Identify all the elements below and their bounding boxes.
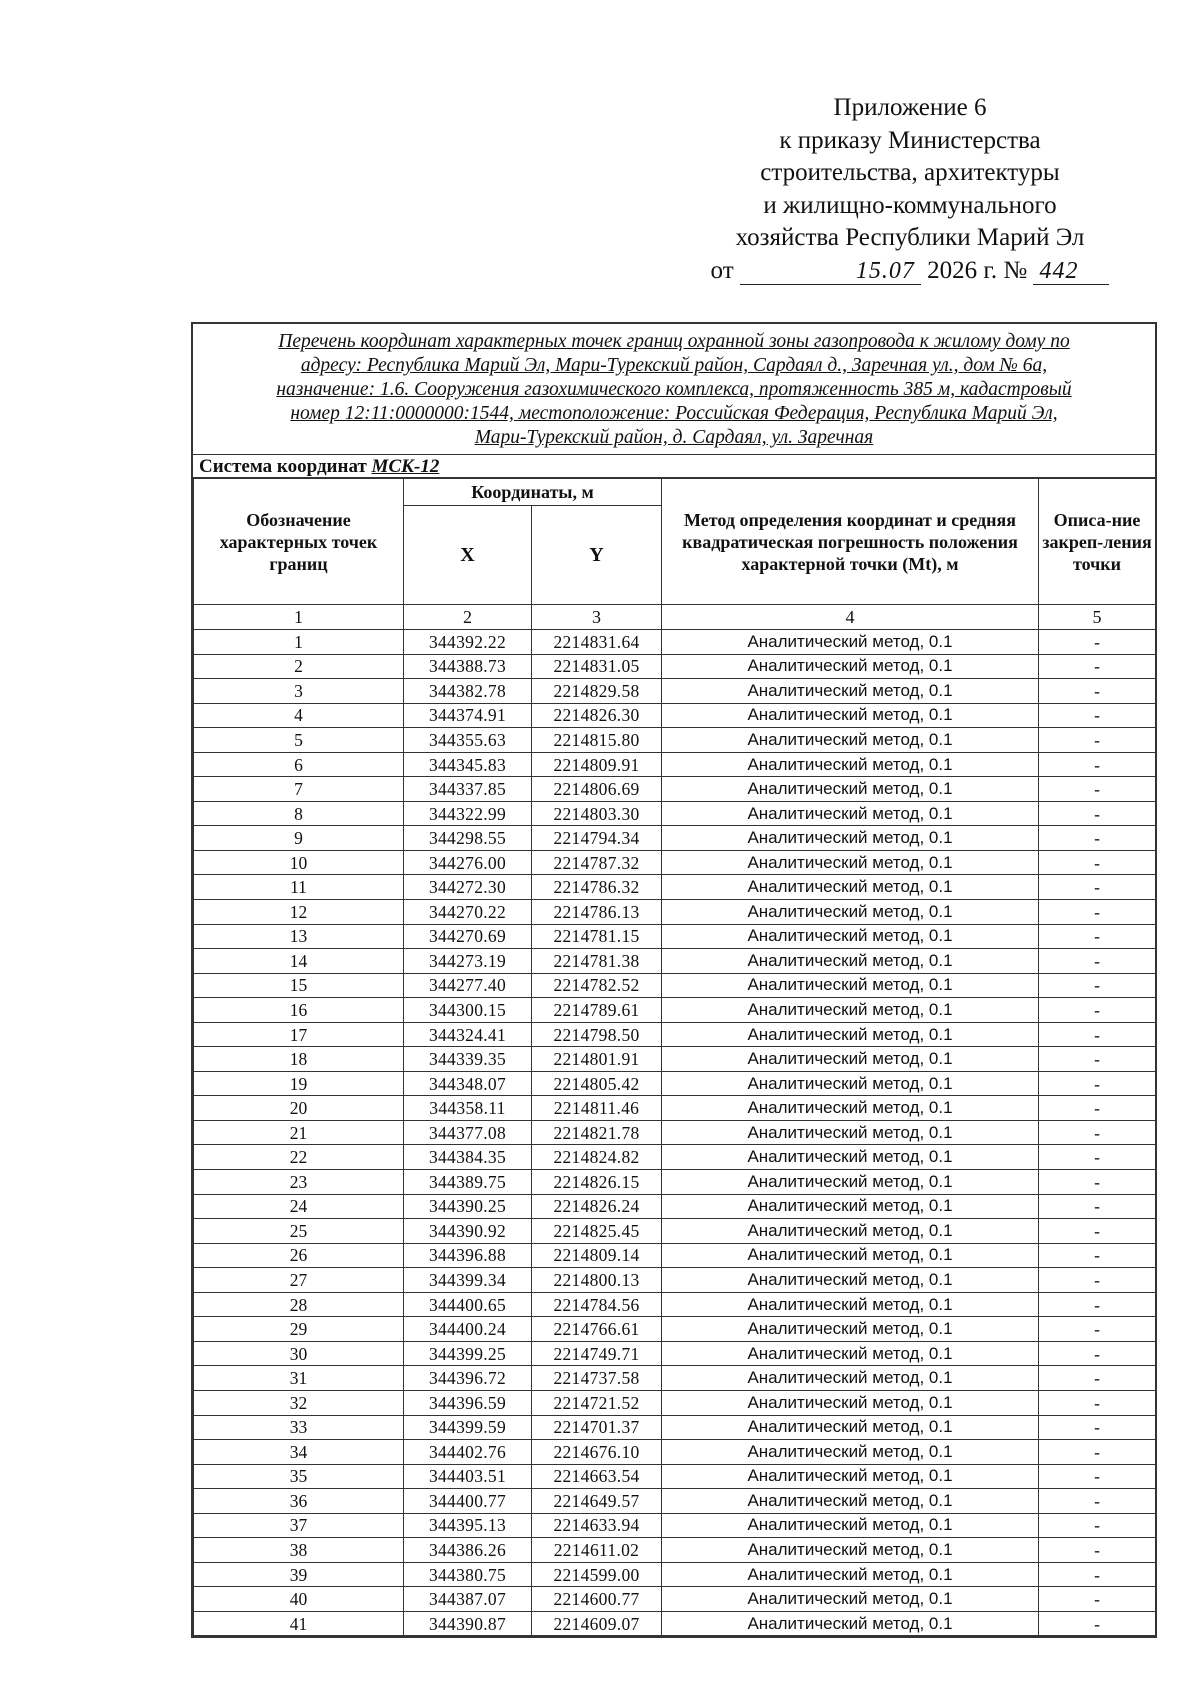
- y-coordinate-cell: 2214676.10: [532, 1440, 662, 1465]
- y-coordinate-cell: 2214781.15: [532, 924, 662, 949]
- point-number-cell: 35: [194, 1464, 404, 1489]
- appendix-header: [700, 92, 1120, 287]
- column-number: 1: [194, 605, 404, 630]
- description-cell: -: [1039, 1170, 1156, 1195]
- point-number-cell: 37: [194, 1513, 404, 1538]
- description-cell: -: [1039, 1243, 1156, 1268]
- y-coordinate-cell: 2214825.45: [532, 1219, 662, 1244]
- header-line: Приложение 6: [833, 94, 987, 121]
- x-coordinate-cell: 344400.77: [404, 1489, 532, 1514]
- header-x: X: [404, 506, 532, 605]
- point-number-cell: 27: [194, 1268, 404, 1293]
- point-number-cell: 32: [194, 1390, 404, 1415]
- x-coordinate-cell: 344355.63: [404, 728, 532, 753]
- table-row: [194, 900, 1156, 925]
- point-number-cell: 38: [194, 1538, 404, 1563]
- point-number-cell: 3: [194, 679, 404, 704]
- point-number-cell: 1: [194, 630, 404, 655]
- description-cell: -: [1039, 850, 1156, 875]
- method-cell: Аналитический метод, 0.1: [662, 1194, 1039, 1219]
- description-cell: -: [1039, 703, 1156, 728]
- y-coordinate-cell: 2214786.13: [532, 900, 662, 925]
- point-number-cell: 18: [194, 1047, 404, 1072]
- y-coordinate-cell: 2214611.02: [532, 1538, 662, 1563]
- point-number-cell: 25: [194, 1219, 404, 1244]
- method-cell: Аналитический метод, 0.1: [662, 1219, 1039, 1244]
- x-coordinate-cell: 344345.83: [404, 752, 532, 777]
- x-coordinate-cell: 344400.65: [404, 1292, 532, 1317]
- column-number: 2: [404, 605, 532, 630]
- description-cell: -: [1039, 900, 1156, 925]
- table-row: [194, 1538, 1156, 1563]
- description-cell: -: [1039, 1513, 1156, 1538]
- column-number: 4: [662, 605, 1039, 630]
- x-coordinate-cell: 344387.07: [404, 1587, 532, 1612]
- method-cell: Аналитический метод, 0.1: [662, 1317, 1039, 1342]
- point-number-cell: 26: [194, 1243, 404, 1268]
- point-number-cell: 8: [194, 801, 404, 826]
- x-coordinate-cell: 344390.87: [404, 1611, 532, 1636]
- x-coordinate-cell: 344273.19: [404, 949, 532, 974]
- y-coordinate-cell: 2214800.13: [532, 1268, 662, 1293]
- x-coordinate-cell: 344322.99: [404, 801, 532, 826]
- method-cell: Аналитический метод, 0.1: [662, 1562, 1039, 1587]
- point-number-cell: 20: [194, 1096, 404, 1121]
- method-cell: Аналитический метод, 0.1: [662, 1440, 1039, 1465]
- point-number-cell: 16: [194, 998, 404, 1023]
- table-row: [194, 924, 1156, 949]
- x-coordinate-cell: 344396.59: [404, 1390, 532, 1415]
- point-number-cell: 7: [194, 777, 404, 802]
- table-row: [194, 1366, 1156, 1391]
- x-coordinate-cell: 344324.41: [404, 1022, 532, 1047]
- description-cell: -: [1039, 752, 1156, 777]
- table-row: [194, 1022, 1156, 1047]
- y-coordinate-cell: 2214737.58: [532, 1366, 662, 1391]
- table-row: [194, 998, 1156, 1023]
- y-coordinate-cell: 2214821.78: [532, 1120, 662, 1145]
- header-coords: Координаты, м: [404, 479, 662, 506]
- point-number-cell: 6: [194, 752, 404, 777]
- x-coordinate-cell: 344382.78: [404, 679, 532, 704]
- description-cell: -: [1039, 1317, 1156, 1342]
- table-row: [194, 1047, 1156, 1072]
- description-cell: -: [1039, 679, 1156, 704]
- method-cell: Аналитический метод, 0.1: [662, 679, 1039, 704]
- table-row: [194, 1243, 1156, 1268]
- method-cell: Аналитический метод, 0.1: [662, 826, 1039, 851]
- x-coordinate-cell: 344339.35: [404, 1047, 532, 1072]
- y-coordinate-cell: 2214766.61: [532, 1317, 662, 1342]
- y-coordinate-cell: 2214824.82: [532, 1145, 662, 1170]
- description-cell: -: [1039, 1366, 1156, 1391]
- table-row: [194, 679, 1156, 704]
- y-coordinate-cell: 2214749.71: [532, 1341, 662, 1366]
- method-cell: Аналитический метод, 0.1: [662, 924, 1039, 949]
- x-coordinate-cell: 344358.11: [404, 1096, 532, 1121]
- order-date-line: [700, 255, 1120, 288]
- method-cell: Аналитический метод, 0.1: [662, 1268, 1039, 1293]
- x-coordinate-cell: 344403.51: [404, 1464, 532, 1489]
- method-cell: Аналитический метод, 0.1: [662, 1071, 1039, 1096]
- method-cell: Аналитический метод, 0.1: [662, 1096, 1039, 1121]
- y-coordinate-cell: 2214798.50: [532, 1022, 662, 1047]
- order-date-field: [740, 258, 921, 285]
- method-cell: Аналитический метод, 0.1: [662, 654, 1039, 679]
- x-coordinate-cell: 344276.00: [404, 850, 532, 875]
- description-cell: -: [1039, 1562, 1156, 1587]
- table-row: [194, 654, 1156, 679]
- description-cell: -: [1039, 1538, 1156, 1563]
- method-cell: Аналитический метод, 0.1: [662, 1145, 1039, 1170]
- order-number-field: [1033, 258, 1109, 285]
- table-row: [194, 1096, 1156, 1121]
- y-coordinate-cell: 2214609.07: [532, 1611, 662, 1636]
- crs-value: МСК-12: [371, 456, 440, 477]
- method-cell: Аналитический метод, 0.1: [662, 1366, 1039, 1391]
- header-line: хозяйства Республики Марий Эл: [735, 224, 1085, 251]
- y-coordinate-cell: 2214721.52: [532, 1390, 662, 1415]
- x-coordinate-cell: 344272.30: [404, 875, 532, 900]
- description-cell: -: [1039, 1611, 1156, 1636]
- table-row: [194, 1513, 1156, 1538]
- header-method: Метод определения координат и средняя квадратическая погрешность положения характерной точки (Mt), м: [662, 479, 1039, 605]
- y-coordinate-cell: 2214826.24: [532, 1194, 662, 1219]
- order-number-value: 442: [1039, 257, 1079, 284]
- x-coordinate-cell: 344374.91: [404, 703, 532, 728]
- table-row: [194, 801, 1156, 826]
- description-cell: -: [1039, 1440, 1156, 1465]
- table-row: [194, 1611, 1156, 1636]
- x-coordinate-cell: 344399.59: [404, 1415, 532, 1440]
- method-cell: Аналитический метод, 0.1: [662, 1587, 1039, 1612]
- y-coordinate-cell: 2214831.64: [532, 630, 662, 655]
- x-coordinate-cell: 344337.85: [404, 777, 532, 802]
- x-coordinate-cell: 344277.40: [404, 973, 532, 998]
- method-cell: Аналитический метод, 0.1: [662, 850, 1039, 875]
- table-caption: [193, 324, 1155, 455]
- y-coordinate-cell: 2214829.58: [532, 679, 662, 704]
- coordinates-table: [193, 478, 1156, 1636]
- x-coordinate-cell: 344389.75: [404, 1170, 532, 1195]
- table-row: [194, 630, 1156, 655]
- table-row: [194, 1415, 1156, 1440]
- date-prefix: от: [710, 256, 734, 284]
- point-number-cell: 31: [194, 1366, 404, 1391]
- point-number-cell: 12: [194, 900, 404, 925]
- table-row: [194, 1194, 1156, 1219]
- method-cell: Аналитический метод, 0.1: [662, 1243, 1039, 1268]
- table-row: [194, 1145, 1156, 1170]
- point-number-cell: 33: [194, 1415, 404, 1440]
- method-cell: Аналитический метод, 0.1: [662, 1415, 1039, 1440]
- table-row: [194, 1219, 1156, 1244]
- point-number-cell: 21: [194, 1120, 404, 1145]
- point-number-cell: 13: [194, 924, 404, 949]
- point-number-cell: 11: [194, 875, 404, 900]
- description-cell: -: [1039, 1268, 1156, 1293]
- coordinate-system: [193, 455, 1155, 478]
- method-cell: Аналитический метод, 0.1: [662, 998, 1039, 1023]
- caption-line: номер 12:11:0000000:1544, местоположение: Российская Федерация, Республика Марий Эл,: [290, 403, 1058, 424]
- description-cell: -: [1039, 1120, 1156, 1145]
- point-number-cell: 5: [194, 728, 404, 753]
- y-coordinate-cell: 2214826.30: [532, 703, 662, 728]
- point-number-cell: 28: [194, 1292, 404, 1317]
- point-number-cell: 24: [194, 1194, 404, 1219]
- point-number-cell: 36: [194, 1489, 404, 1514]
- y-coordinate-cell: 2214649.57: [532, 1489, 662, 1514]
- description-cell: -: [1039, 1047, 1156, 1072]
- point-number-cell: 34: [194, 1440, 404, 1465]
- header-point: Обозначение характерных точек границ: [194, 479, 404, 605]
- caption-line: назначение: 1.6. Сооружения газохимического комплекса, протяженность 385 м, кадастровый: [276, 379, 1072, 400]
- x-coordinate-cell: 344390.25: [404, 1194, 532, 1219]
- y-coordinate-cell: 2214811.46: [532, 1096, 662, 1121]
- description-cell: -: [1039, 801, 1156, 826]
- method-cell: Аналитический метод, 0.1: [662, 1022, 1039, 1047]
- point-number-cell: 17: [194, 1022, 404, 1047]
- y-coordinate-cell: 2214784.56: [532, 1292, 662, 1317]
- header-line: строительства, архитектуры: [760, 159, 1060, 186]
- point-number-cell: 19: [194, 1071, 404, 1096]
- y-coordinate-cell: 2214789.61: [532, 998, 662, 1023]
- table-row: [194, 1440, 1156, 1465]
- caption-line: Мари-Турекский район, д. Сардаял, ул. Заречная: [474, 427, 874, 448]
- column-number: 3: [532, 605, 662, 630]
- method-cell: Аналитический метод, 0.1: [662, 1341, 1039, 1366]
- table-row: [194, 1390, 1156, 1415]
- table-row: [194, 752, 1156, 777]
- description-cell: -: [1039, 1096, 1156, 1121]
- description-cell: -: [1039, 875, 1156, 900]
- method-cell: Аналитический метод, 0.1: [662, 1489, 1039, 1514]
- description-cell: -: [1039, 1489, 1156, 1514]
- method-cell: Аналитический метод, 0.1: [662, 1611, 1039, 1636]
- table-row: [194, 826, 1156, 851]
- y-coordinate-cell: 2214633.94: [532, 1513, 662, 1538]
- point-number-cell: 23: [194, 1170, 404, 1195]
- description-cell: -: [1039, 826, 1156, 851]
- table-row: [194, 1170, 1156, 1195]
- table-row: [194, 1317, 1156, 1342]
- x-coordinate-cell: 344384.35: [404, 1145, 532, 1170]
- description-cell: -: [1039, 973, 1156, 998]
- table-row: [194, 1071, 1156, 1096]
- description-cell: -: [1039, 1464, 1156, 1489]
- method-cell: Аналитический метод, 0.1: [662, 777, 1039, 802]
- point-number-cell: 39: [194, 1562, 404, 1587]
- date-suffix: 2026 г. №: [927, 256, 1028, 284]
- description-cell: -: [1039, 924, 1156, 949]
- y-coordinate-cell: 2214805.42: [532, 1071, 662, 1096]
- description-cell: -: [1039, 1587, 1156, 1612]
- x-coordinate-cell: 344300.15: [404, 998, 532, 1023]
- x-coordinate-cell: 344396.88: [404, 1243, 532, 1268]
- method-cell: Аналитический метод, 0.1: [662, 1170, 1039, 1195]
- method-cell: Аналитический метод, 0.1: [662, 875, 1039, 900]
- method-cell: Аналитический метод, 0.1: [662, 1390, 1039, 1415]
- description-cell: -: [1039, 1415, 1156, 1440]
- method-cell: Аналитический метод, 0.1: [662, 1538, 1039, 1563]
- method-cell: Аналитический метод, 0.1: [662, 900, 1039, 925]
- caption-line: Перечень координат характерных точек границ охранной зоны газопровода к жилому дому по: [278, 331, 1070, 352]
- y-coordinate-cell: 2214599.00: [532, 1562, 662, 1587]
- description-cell: -: [1039, 949, 1156, 974]
- point-number-cell: 14: [194, 949, 404, 974]
- caption-line: адресу: Республика Марий Эл, Мари-Турекский район, Сардаял д., Заречная ул., дом № 6а,: [300, 355, 1048, 376]
- method-cell: Аналитический метод, 0.1: [662, 1464, 1039, 1489]
- header-line: и жилищно-коммунального: [763, 191, 1057, 219]
- table-row: [194, 728, 1156, 753]
- table-row: [194, 777, 1156, 802]
- method-cell: Аналитический метод, 0.1: [662, 728, 1039, 753]
- point-number-cell: 22: [194, 1145, 404, 1170]
- table-row: [194, 1120, 1156, 1145]
- coordinates-sheet: [191, 322, 1157, 1638]
- x-coordinate-cell: 344270.69: [404, 924, 532, 949]
- y-coordinate-cell: 2214831.05: [532, 654, 662, 679]
- point-number-cell: 4: [194, 703, 404, 728]
- y-coordinate-cell: 2214787.32: [532, 850, 662, 875]
- table-row: [194, 1341, 1156, 1366]
- header-y: Y: [532, 506, 662, 605]
- method-cell: Аналитический метод, 0.1: [662, 1120, 1039, 1145]
- y-coordinate-cell: 2214809.14: [532, 1243, 662, 1268]
- y-coordinate-cell: 2214815.80: [532, 728, 662, 753]
- method-cell: Аналитический метод, 0.1: [662, 801, 1039, 826]
- method-cell: Аналитический метод, 0.1: [662, 1047, 1039, 1072]
- x-coordinate-cell: 344270.22: [404, 900, 532, 925]
- table-row: [194, 1464, 1156, 1489]
- table-row: [194, 1562, 1156, 1587]
- point-number-cell: 10: [194, 850, 404, 875]
- x-coordinate-cell: 344395.13: [404, 1513, 532, 1538]
- description-cell: -: [1039, 998, 1156, 1023]
- order-date-value: 15.07: [855, 257, 915, 284]
- description-cell: -: [1039, 1022, 1156, 1047]
- point-number-cell: 15: [194, 973, 404, 998]
- method-cell: Аналитический метод, 0.1: [662, 1513, 1039, 1538]
- header-description: Описа-ние закреп-ления точки: [1039, 479, 1156, 605]
- x-coordinate-cell: 344396.72: [404, 1366, 532, 1391]
- x-coordinate-cell: 344399.34: [404, 1268, 532, 1293]
- y-coordinate-cell: 2214701.37: [532, 1415, 662, 1440]
- point-number-cell: 30: [194, 1341, 404, 1366]
- y-coordinate-cell: 2214782.52: [532, 973, 662, 998]
- method-cell: Аналитический метод, 0.1: [662, 752, 1039, 777]
- description-cell: -: [1039, 1194, 1156, 1219]
- x-coordinate-cell: 344348.07: [404, 1071, 532, 1096]
- y-coordinate-cell: 2214806.69: [532, 777, 662, 802]
- method-cell: Аналитический метод, 0.1: [662, 703, 1039, 728]
- x-coordinate-cell: 344386.26: [404, 1538, 532, 1563]
- x-coordinate-cell: 344298.55: [404, 826, 532, 851]
- column-number: 5: [1039, 605, 1156, 630]
- description-cell: -: [1039, 1341, 1156, 1366]
- method-cell: Аналитический метод, 0.1: [662, 1292, 1039, 1317]
- method-cell: Аналитический метод, 0.1: [662, 949, 1039, 974]
- description-cell: -: [1039, 777, 1156, 802]
- x-coordinate-cell: 344400.24: [404, 1317, 532, 1342]
- method-cell: Аналитический метод, 0.1: [662, 973, 1039, 998]
- y-coordinate-cell: 2214826.15: [532, 1170, 662, 1195]
- x-coordinate-cell: 344380.75: [404, 1562, 532, 1587]
- table-row: [194, 1587, 1156, 1612]
- y-coordinate-cell: 2214781.38: [532, 949, 662, 974]
- x-coordinate-cell: 344388.73: [404, 654, 532, 679]
- method-cell: Аналитический метод, 0.1: [662, 630, 1039, 655]
- description-cell: -: [1039, 630, 1156, 655]
- table-body: [194, 630, 1156, 1636]
- description-cell: -: [1039, 1292, 1156, 1317]
- x-coordinate-cell: 344377.08: [404, 1120, 532, 1145]
- y-coordinate-cell: 2214809.91: [532, 752, 662, 777]
- table-row: [194, 875, 1156, 900]
- description-cell: -: [1039, 728, 1156, 753]
- y-coordinate-cell: 2214663.54: [532, 1464, 662, 1489]
- description-cell: -: [1039, 1071, 1156, 1096]
- point-number-cell: 41: [194, 1611, 404, 1636]
- y-coordinate-cell: 2214794.34: [532, 826, 662, 851]
- point-number-cell: 29: [194, 1317, 404, 1342]
- description-cell: -: [1039, 1219, 1156, 1244]
- table-row: [194, 1489, 1156, 1514]
- y-coordinate-cell: 2214803.30: [532, 801, 662, 826]
- table-row: [194, 850, 1156, 875]
- y-coordinate-cell: 2214801.91: [532, 1047, 662, 1072]
- crs-label: Система координат: [199, 456, 367, 477]
- description-cell: -: [1039, 1145, 1156, 1170]
- table-row: [194, 973, 1156, 998]
- description-cell: -: [1039, 654, 1156, 679]
- y-coordinate-cell: 2214600.77: [532, 1587, 662, 1612]
- table-row: [194, 1268, 1156, 1293]
- table-row: [194, 949, 1156, 974]
- y-coordinate-cell: 2214786.32: [532, 875, 662, 900]
- table-row: [194, 1292, 1156, 1317]
- header-line: к приказу Министерства: [779, 126, 1041, 154]
- x-coordinate-cell: 344402.76: [404, 1440, 532, 1465]
- point-number-cell: 9: [194, 826, 404, 851]
- point-number-cell: 2: [194, 654, 404, 679]
- x-coordinate-cell: 344390.92: [404, 1219, 532, 1244]
- x-coordinate-cell: 344392.22: [404, 630, 532, 655]
- description-cell: -: [1039, 1390, 1156, 1415]
- point-number-cell: 40: [194, 1587, 404, 1612]
- table-row: [194, 703, 1156, 728]
- x-coordinate-cell: 344399.25: [404, 1341, 532, 1366]
